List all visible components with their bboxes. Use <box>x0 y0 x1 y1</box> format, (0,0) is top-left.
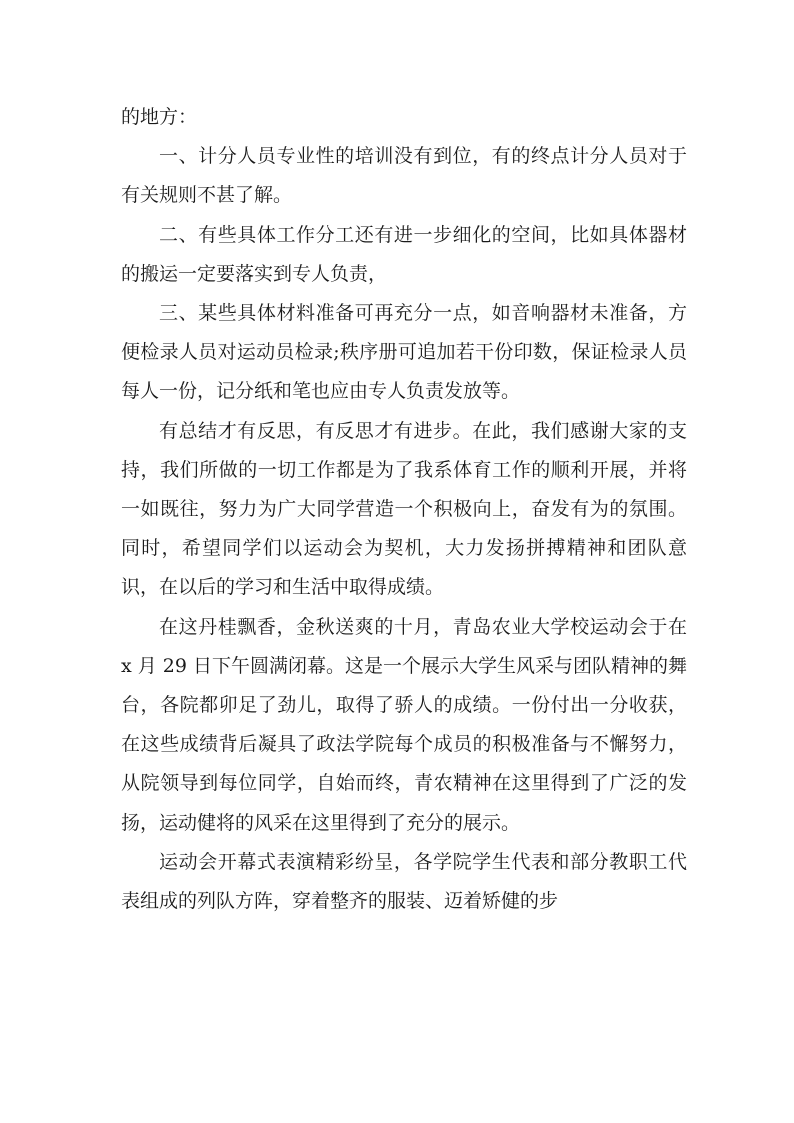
paragraph-item-two: 二、有些具体工作分工还有进一步细化的空间，比如具体器材的搬运一定要落实到专人负责， <box>121 223 687 285</box>
document-body <box>121 98 687 921</box>
paragraph-continuation: 的地方： <box>121 106 198 128</box>
paragraph-item-three: 三、某些具体材料准备可再充分一点，如音响器材未准备，方便检录人员对运动员检录;秩序册可追加若干份印数，保证检录人员每人一份，记分纸和笔也应由专人负责发放等。 <box>121 302 687 403</box>
paragraph-reflection: 有总结才有反思，有反思才有进步。在此，我们感谢大家的支持，我们所做的一切工作都是为了我系体育工作的顺利开展，并将一如既往，努力为广大同学营造一个积极向上，奋发有为的氛围。同时，希望同学们以运动会为契机，大力发扬拼搏精神和团队意识，在以后的学习和生活中取得成绩。 <box>121 419 687 599</box>
paragraph-opening-ceremony: 运动会开幕式表演精彩纷呈，各学院学生代表和部分教职工代表组成的列队方阵，穿着整齐的服装、迈着矫健的步 <box>121 850 687 913</box>
paragraph-item-one: 一、计分人员专业性的培训没有到位，有的终点计分人员对于有关规则不甚了解。 <box>121 145 687 207</box>
paragraph-sports-meet: 在这丹桂飘香，金秋送爽的十月，青岛农业大学校运动会于在 x 月 29 日下午圆满闭幕。这是一个展示大学生风采与团队精神的舞台，各院都卯足了劲儿，取得了骄人的成绩。一份付出一分收获，在这些成绩背后凝具了政法学院每个成员的积极准备与不懈努力，从院领导到每位同学，自始而终，青农精神在这里得到了广泛的发扬，运动健将的风采在这里得到了充分的展示。 <box>121 615 688 834</box>
